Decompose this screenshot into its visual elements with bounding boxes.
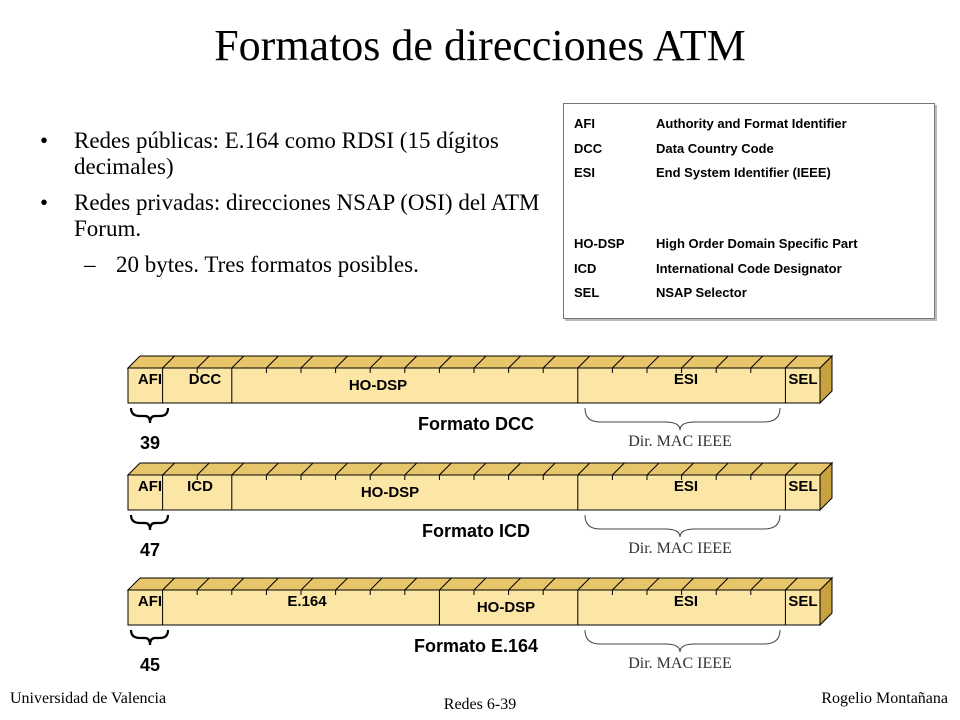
sub-bullet-text: 20 bytes. Tres formatos posibles. (116, 252, 419, 277)
format-bar-2 (128, 463, 832, 560)
bullet-text: Redes privadas: direcciones NSAP (OSI) del ATM Forum. (74, 190, 540, 241)
field-label-sel: SEL (788, 593, 818, 610)
mac-note: Dir. MAC IEEE (628, 655, 732, 672)
footer-center: Redes 6-39 (443, 696, 517, 713)
afi-brace (131, 630, 168, 645)
afi-value: 47 (139, 540, 161, 560)
mac-note: Dir. MAC IEEE (628, 433, 732, 450)
field-label-icd: ICD (187, 478, 213, 495)
field-label-afi: AFI (137, 478, 163, 495)
bullet-text: Redes públicas: E.164 como RDSI (15 dígitos decimales) (74, 128, 499, 179)
legend-meaning: International Code Designator (656, 261, 842, 276)
format-bar-3 (128, 578, 832, 675)
footer-left: Universidad de Valencia (10, 690, 167, 707)
legend-abbr: DCC (574, 141, 603, 156)
legend-meaning: Authority and Format Identifier (656, 116, 847, 131)
sub-bullet-mark: – (84, 252, 96, 277)
format-bar-1 (128, 356, 832, 453)
esi-brace (585, 630, 780, 652)
field-label-afi: AFI (137, 593, 163, 610)
format-name: Formato ICD (422, 521, 530, 541)
bar-front-face (128, 590, 820, 625)
field-label-ho-dsp: HO-DSP (360, 484, 420, 501)
legend-meaning: High Order Domain Specific Part (656, 236, 858, 251)
legend-abbr: AFI (574, 116, 595, 131)
field-label-ho-dsp: HO-DSP (476, 599, 536, 616)
mac-note: Dir. MAC IEEE (628, 540, 732, 557)
legend-abbr: SEL (574, 285, 600, 300)
field-label-afi: AFI (137, 371, 163, 388)
field-label-sel: SEL (788, 478, 818, 495)
esi-brace (585, 515, 780, 537)
field-label-dcc: DCC (188, 371, 222, 388)
esi-brace (585, 408, 780, 430)
bullet-mark: • (40, 190, 49, 215)
format-name: Formato DCC (418, 414, 534, 434)
field-label-esi: ESI (673, 478, 699, 495)
field-label-sel: SEL (788, 371, 818, 388)
legend-abbr: HO-DSP (574, 236, 625, 251)
field-label-esi: ESI (673, 593, 699, 610)
afi-brace (131, 408, 168, 423)
afi-value: 45 (139, 655, 161, 675)
legend-abbr: ICD (574, 261, 597, 276)
legend-abbr: ESI (574, 165, 595, 180)
footer-right: Rogelio Montañana (821, 690, 948, 707)
bullet-mark: • (40, 128, 49, 153)
field-label-e-164: E.164 (287, 593, 327, 610)
legend-meaning: End System Identifier (IEEE) (656, 165, 831, 180)
format-name: Formato E.164 (413, 636, 539, 656)
slide-title: Formatos de direcciones ATM (214, 21, 746, 70)
legend-meaning: Data Country Code (656, 141, 774, 156)
afi-brace (131, 515, 168, 530)
afi-value: 39 (139, 433, 161, 453)
field-label-ho-dsp: HO-DSP (348, 377, 408, 394)
legend-meaning: NSAP Selector (656, 285, 747, 300)
field-label-esi: ESI (673, 371, 699, 388)
